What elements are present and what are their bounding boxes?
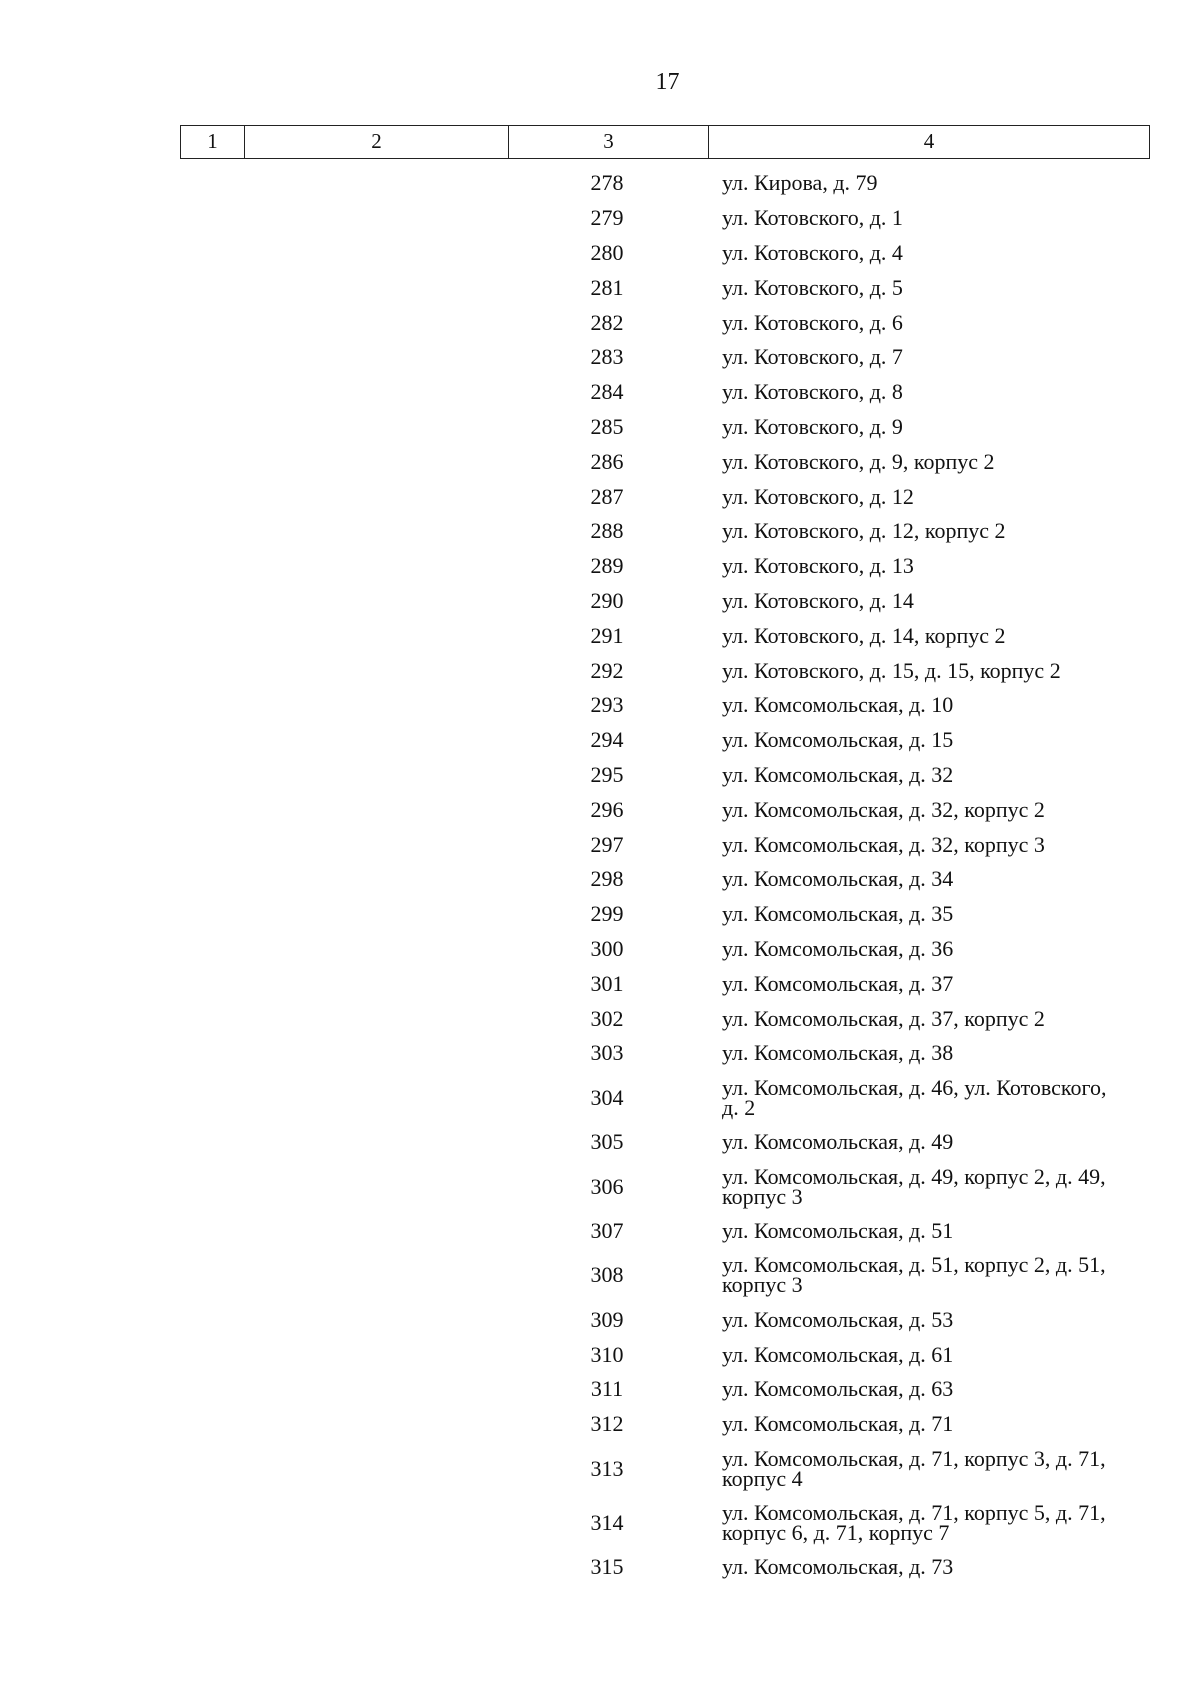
row-number: 301 bbox=[590, 970, 624, 996]
row-address: ул. Комсомольская, д. 38 bbox=[722, 1040, 954, 1066]
row-address: ул. Котовского, д. 14, корпус 2 bbox=[722, 622, 1006, 648]
column-header-2: 2 bbox=[245, 126, 509, 158]
row-number: 292 bbox=[590, 657, 624, 683]
row-address: ул. Комсомольская, д. 10 bbox=[722, 692, 954, 718]
column-header-1: 1 bbox=[181, 126, 245, 158]
table-row bbox=[0, 1248, 1200, 1302]
row-number: 290 bbox=[590, 587, 624, 613]
row-number: 295 bbox=[590, 761, 624, 787]
table-row bbox=[0, 862, 1200, 897]
table-row bbox=[0, 1372, 1200, 1407]
table-row bbox=[0, 1001, 1200, 1036]
row-address: ул. Комсомольская, д. 32, корпус 2 bbox=[722, 796, 1045, 822]
row-address: ул. Комсомольская, д. 34 bbox=[722, 866, 954, 892]
page-number: 17 bbox=[655, 69, 680, 95]
table-row bbox=[0, 792, 1200, 827]
table-row bbox=[0, 688, 1200, 723]
column-header-3: 3 bbox=[509, 126, 709, 158]
row-address: ул. Комсомольская, д. 71 bbox=[722, 1411, 954, 1437]
row-address: ул. Комсомольская, д. 51, корпус 2, д. 51, корпус 3 bbox=[722, 1252, 1106, 1298]
row-address: ул. Комсомольская, д. 46, ул. Котовского, д. 2 bbox=[722, 1074, 1107, 1120]
row-number: 303 bbox=[590, 1040, 624, 1066]
row-number: 312 bbox=[590, 1411, 624, 1437]
row-number: 285 bbox=[590, 413, 624, 439]
table-row bbox=[0, 1071, 1200, 1125]
row-number: 306 bbox=[590, 1173, 624, 1199]
row-number: 305 bbox=[590, 1129, 624, 1155]
table-row bbox=[0, 375, 1200, 410]
row-number: 293 bbox=[590, 692, 624, 718]
table-row bbox=[0, 410, 1200, 445]
table-row bbox=[0, 1407, 1200, 1442]
row-address: ул. Котовского, д. 12 bbox=[722, 483, 914, 509]
row-number: 304 bbox=[590, 1084, 624, 1110]
row-number: 294 bbox=[590, 727, 624, 753]
table-row bbox=[0, 514, 1200, 549]
row-number: 279 bbox=[590, 205, 624, 231]
row-address: ул. Комсомольская, д. 53 bbox=[722, 1306, 954, 1332]
row-address: ул. Комсомольская, д. 71, корпус 5, д. 71, корпус 6, д. 71, корпус 7 bbox=[722, 1499, 1106, 1545]
table-row bbox=[0, 444, 1200, 479]
table-row bbox=[0, 236, 1200, 271]
row-address: ул. Котовского, д. 9 bbox=[722, 413, 903, 439]
row-number: 302 bbox=[590, 1005, 624, 1031]
row-address: ул. Комсомольская, д. 61 bbox=[722, 1341, 954, 1367]
table-row bbox=[0, 653, 1200, 688]
row-number: 286 bbox=[590, 448, 624, 474]
table-row bbox=[0, 1302, 1200, 1337]
row-address: ул. Котовского, д. 13 bbox=[722, 553, 914, 579]
table-row bbox=[0, 305, 1200, 340]
row-number: 288 bbox=[590, 518, 624, 544]
row-number: 291 bbox=[590, 622, 624, 648]
row-address: ул. Котовского, д. 5 bbox=[722, 274, 903, 300]
row-number: 315 bbox=[590, 1553, 624, 1579]
row-address: ул. Комсомольская, д. 73 bbox=[722, 1553, 954, 1579]
row-number: 282 bbox=[590, 309, 624, 335]
row-address: ул. Комсомольская, д. 49 bbox=[722, 1129, 954, 1155]
row-number: 296 bbox=[590, 796, 624, 822]
row-number: 310 bbox=[590, 1341, 624, 1367]
table-row bbox=[0, 932, 1200, 967]
row-number: 281 bbox=[590, 274, 624, 300]
table-row bbox=[0, 966, 1200, 1001]
row-address: ул. Котовского, д. 15, д. 15, корпус 2 bbox=[722, 657, 1061, 683]
row-address: ул. Комсомольская, д. 49, корпус 2, д. 49, корпус 3 bbox=[722, 1163, 1106, 1209]
table-row bbox=[0, 479, 1200, 514]
row-number: 298 bbox=[590, 866, 624, 892]
row-address: ул. Комсомольская, д. 15 bbox=[722, 727, 954, 753]
row-number: 309 bbox=[590, 1306, 624, 1332]
row-number: 297 bbox=[590, 831, 624, 857]
row-address: ул. Котовского, д. 6 bbox=[722, 309, 903, 335]
row-address: ул. Комсомольская, д. 51 bbox=[722, 1217, 954, 1243]
table-row bbox=[0, 1036, 1200, 1071]
table-row bbox=[0, 1496, 1200, 1550]
row-address: ул. Комсомольская, д. 63 bbox=[722, 1376, 954, 1402]
row-number: 313 bbox=[590, 1455, 624, 1481]
table-row bbox=[0, 723, 1200, 758]
row-number: 299 bbox=[590, 901, 624, 927]
row-address: ул. Комсомольская, д. 37, корпус 2 bbox=[722, 1005, 1045, 1031]
row-address: ул. Комсомольская, д. 37 bbox=[722, 970, 954, 996]
row-address: ул. Котовского, д. 9, корпус 2 bbox=[722, 448, 995, 474]
table-row bbox=[0, 618, 1200, 653]
row-number: 283 bbox=[590, 344, 624, 370]
column-header-4: 4 bbox=[923, 129, 935, 153]
table-row bbox=[0, 827, 1200, 862]
table-row bbox=[0, 758, 1200, 793]
row-address: ул. Комсомольская, д. 71, корпус 3, д. 71, корпус 4 bbox=[722, 1445, 1106, 1491]
table-row bbox=[0, 1337, 1200, 1372]
row-address: ул. Комсомольская, д. 35 bbox=[722, 901, 954, 927]
row-address: ул. Котовского, д. 7 bbox=[722, 344, 903, 370]
row-address: ул. Котовского, д. 1 bbox=[722, 205, 903, 231]
row-number: 287 bbox=[590, 483, 624, 509]
table-row bbox=[0, 270, 1200, 305]
row-address: ул. Комсомольская, д. 36 bbox=[722, 935, 954, 961]
row-number: 307 bbox=[590, 1217, 624, 1243]
address-list bbox=[0, 166, 1200, 1584]
row-number: 284 bbox=[590, 379, 624, 405]
table-row bbox=[0, 340, 1200, 375]
row-number: 300 bbox=[590, 935, 624, 961]
table-row bbox=[0, 1125, 1200, 1160]
table-row bbox=[0, 1550, 1200, 1585]
row-address: ул. Котовского, д. 14 bbox=[722, 587, 914, 613]
column-header-row bbox=[180, 125, 1150, 159]
table-row bbox=[0, 897, 1200, 932]
table-row bbox=[0, 166, 1200, 201]
row-number: 311 bbox=[590, 1376, 624, 1402]
row-number: 308 bbox=[590, 1262, 624, 1288]
row-address: ул. Комсомольская, д. 32 bbox=[722, 761, 954, 787]
row-address: ул. Котовского, д. 8 bbox=[722, 379, 903, 405]
table-row bbox=[0, 1442, 1200, 1496]
row-address: ул. Комсомольская, д. 32, корпус 3 bbox=[722, 831, 1045, 857]
table-row bbox=[0, 584, 1200, 619]
table-row bbox=[0, 1214, 1200, 1249]
row-number: 289 bbox=[590, 553, 624, 579]
row-number: 314 bbox=[590, 1509, 624, 1535]
table-row bbox=[0, 1160, 1200, 1214]
row-address: ул. Кирова, д. 79 bbox=[722, 170, 878, 196]
row-number: 280 bbox=[590, 239, 624, 265]
table-row bbox=[0, 549, 1200, 584]
row-address: ул. Котовского, д. 4 bbox=[722, 239, 903, 265]
table-row bbox=[0, 201, 1200, 236]
row-number: 278 bbox=[590, 170, 624, 196]
row-address: ул. Котовского, д. 12, корпус 2 bbox=[722, 518, 1006, 544]
